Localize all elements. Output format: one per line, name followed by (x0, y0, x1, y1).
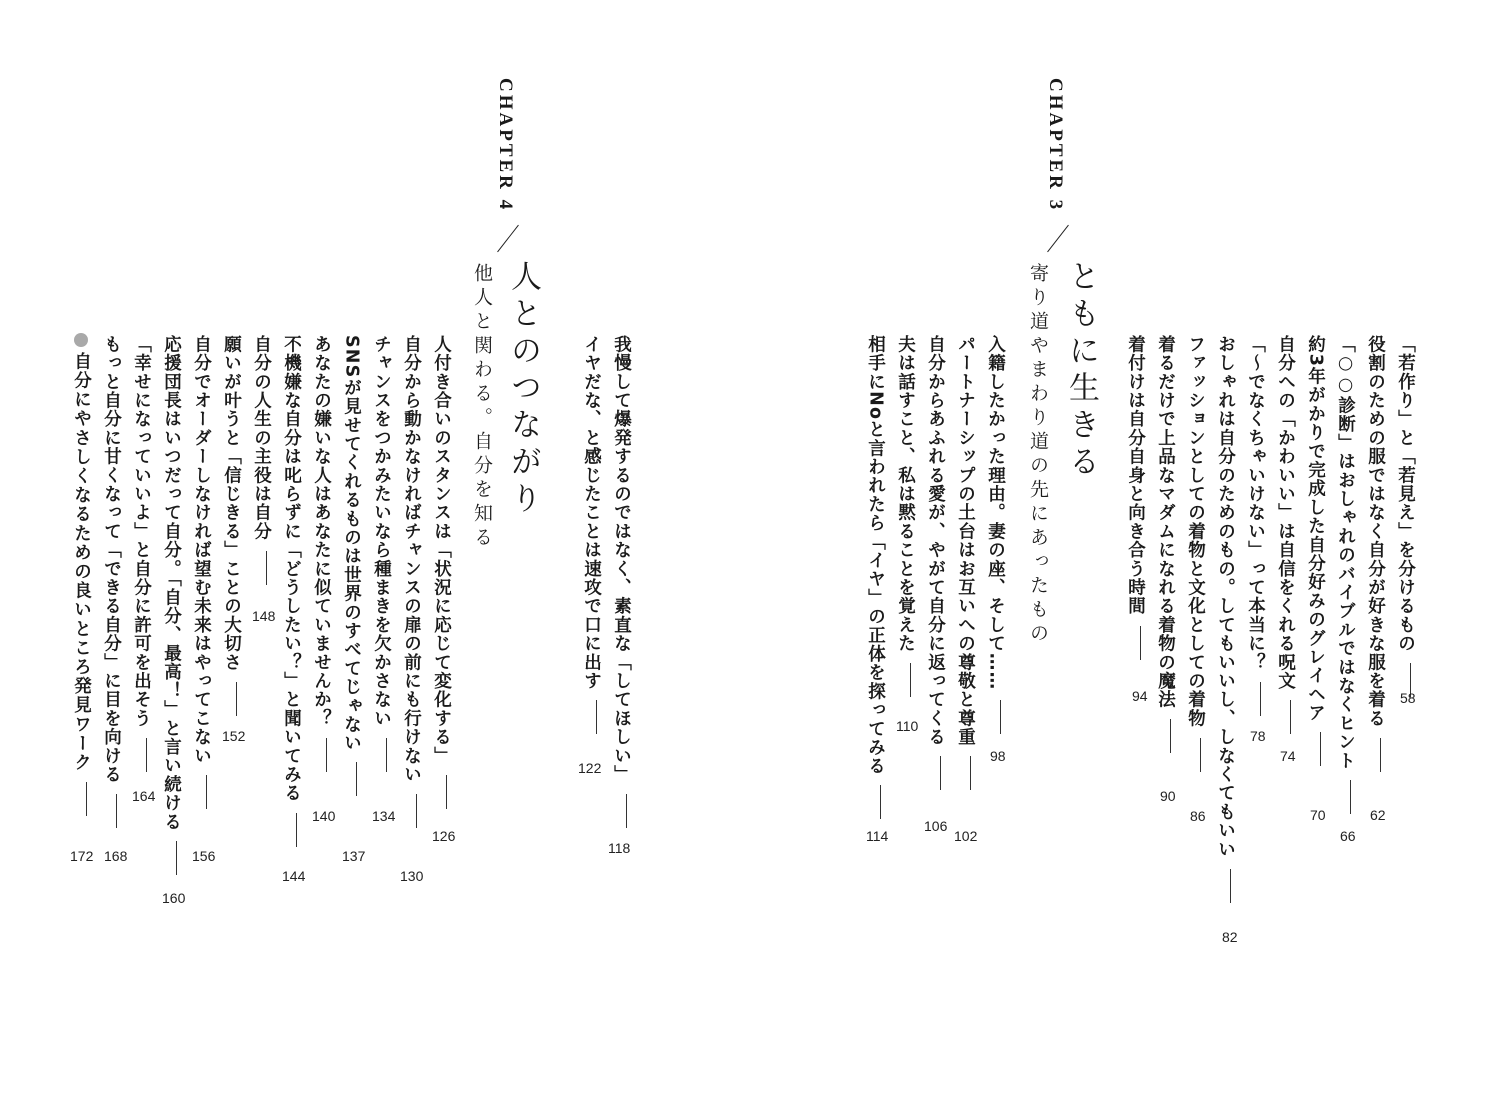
page-number: 134 (372, 808, 396, 824)
page-number: 102 (954, 828, 978, 844)
chapter-3-title: ともに生きる (1063, 260, 1099, 482)
page-number: 160 (162, 890, 186, 906)
page-number: 106 (924, 818, 948, 834)
page-number: 144 (282, 868, 306, 884)
page-number: 74 (1280, 748, 1296, 764)
page-number: 82 (1222, 929, 1238, 945)
toc-entry[interactable]: 自分から動かなければチャンスの扉の前にも行けない (402, 335, 420, 828)
chapter-3-divider (1047, 225, 1069, 252)
page-number: 78 (1250, 728, 1266, 744)
toc-entry[interactable]: 我慢して爆発するのではなく、素直な「してほしい」 (612, 335, 630, 828)
toc-entry[interactable]: 「○○診断」はおしゃれのバイブルではなくヒント (1336, 335, 1354, 814)
toc-entry[interactable]: 人付き合いのスタンスは「状況に応じて変化する」 (432, 335, 450, 809)
toc-entry[interactable]: パートナーシップの土台はお互いへの尊敬と尊重 (956, 335, 974, 790)
toc-entry[interactable]: おしゃれは自分のためのもの。してもいいし、しなくてもいい (1216, 335, 1234, 903)
toc-entry[interactable]: 「幸せになっていいよ」と自分に許可を出そう (132, 335, 150, 772)
chapter-3-subtitle: 寄り道やまわり道の先にあったもの (1027, 263, 1049, 647)
page-number: 62 (1370, 807, 1386, 823)
chapter-4-subtitle: 他人と関わる。自分を知る (471, 263, 493, 551)
page-number: 70 (1310, 807, 1326, 823)
page-number: 98 (990, 748, 1006, 764)
page-number: 118 (608, 840, 631, 856)
toc-entry[interactable]: イヤだな、と感じたことは速攻で口に出す (582, 335, 600, 734)
page-number: 90 (1160, 788, 1176, 804)
toc-entry[interactable]: もっと自分に甘くなって「できる自分」に目を向ける (102, 335, 120, 828)
page-number: 148 (252, 608, 276, 624)
toc-entry[interactable]: 役割のための服ではなく自分が好きな服を着る (1366, 335, 1384, 772)
chapter-4-label: CHAPTER 4 (495, 78, 516, 213)
toc-entry[interactable]: 自分でオーダーしなければ望む未来はやってこない (192, 335, 210, 809)
page-number: 126 (432, 828, 456, 844)
toc-entry[interactable]: 不機嫌な自分は叱らずに「どうしたい？」と聞いてみる (282, 335, 300, 847)
page-number: 168 (104, 848, 128, 864)
toc-entry[interactable]: 「若作り」と「若見え」を分けるもの (1396, 335, 1414, 697)
toc-entry[interactable]: 自分の人生の主役は自分 (252, 335, 270, 585)
page-number: 86 (1190, 808, 1206, 824)
toc-entry[interactable]: 自分への「かわいい」は自信をくれる呪文 (1276, 335, 1294, 734)
page-number: 140 (312, 808, 336, 824)
toc-entry[interactable]: あなたの嫌いな人はあなたに似ていませんか？ (312, 335, 330, 772)
page-number: 66 (1340, 828, 1356, 844)
page-number: 58 (1400, 690, 1416, 706)
toc-entry[interactable]: 着付けは自分自身と向き合う時間 (1126, 335, 1144, 660)
toc-entry[interactable]: チャンスをつかみたいなら種まきを欠かさない (372, 335, 390, 772)
page-number: 156 (192, 848, 216, 864)
toc-entry[interactable]: 「〜でなくちゃいけない」って本当に？ (1246, 335, 1264, 716)
toc-entry[interactable]: 応援団長はいつだって自分。「自分、最高！」と言い続ける (162, 335, 180, 875)
toc-entry[interactable]: 入籍したかった理由。妻の座、そして…… (986, 335, 1004, 734)
toc-entry[interactable]: 自分からあふれる愛が、やがて自分に返ってくる (926, 335, 944, 790)
page-number: 94 (1132, 688, 1148, 704)
page-number: 164 (132, 788, 156, 804)
toc-entry[interactable]: SNSが見せてくれるものは世界のすべてじゃない (342, 335, 360, 796)
page-number: 130 (400, 868, 424, 884)
page-number: 172 (70, 848, 94, 864)
work-bullet-icon (74, 333, 88, 347)
page-number: 114 (866, 828, 889, 844)
chapter-4-divider (497, 225, 519, 252)
toc-entry[interactable]: 願いが叶うと「信じきる」ことの大切さ (222, 335, 240, 716)
page-number: 152 (222, 728, 246, 744)
page-number: 122 (578, 760, 602, 776)
page-number: 137 (342, 848, 366, 864)
toc-entry[interactable]: ファッションとしての着物と文化としての着物 (1186, 335, 1204, 772)
toc-entry[interactable]: 夫は話すこと、私は黙ることを覚えた (896, 335, 914, 697)
chapter-4-title: 人とのつながり (505, 260, 541, 519)
toc-entry[interactable]: 約3年がかりで完成した自分好みのグレイヘア (1306, 335, 1324, 766)
chapter-3-label: CHAPTER 3 (1045, 78, 1066, 213)
toc-entry[interactable]: 相手にNoと言われたら「イヤ」の正体を探ってみる (866, 335, 884, 819)
toc-entry[interactable]: 着るだけで上品なマダムになれる着物の魔法 (1156, 335, 1174, 753)
page-number: 110 (896, 718, 919, 734)
toc-entry-work[interactable]: 自分にやさしくなるための良いところ発見ワーク (72, 352, 90, 816)
